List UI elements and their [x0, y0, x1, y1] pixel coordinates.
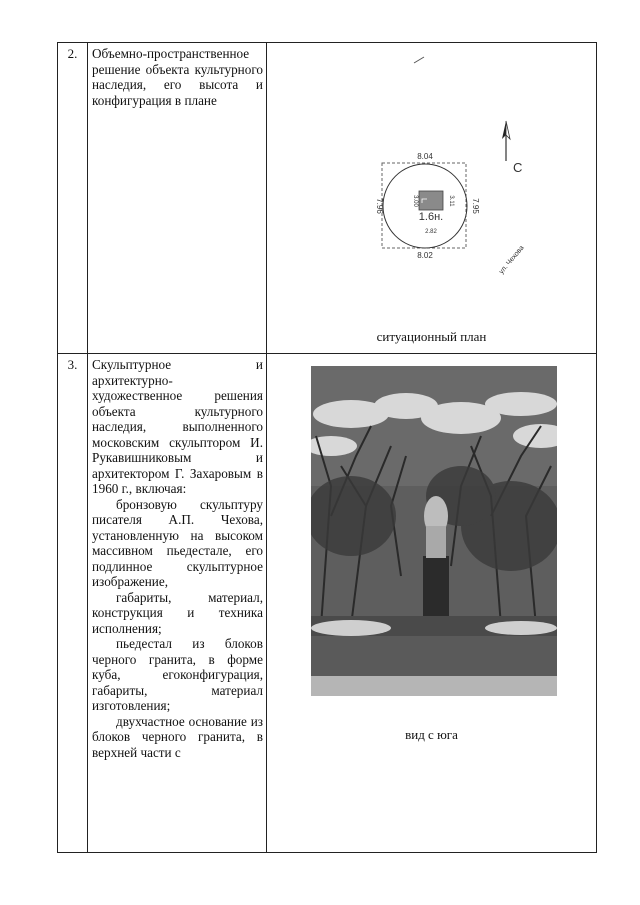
top-dimension: 8.04: [417, 152, 433, 161]
row-description: [88, 43, 267, 354]
plan-cell: [267, 43, 597, 354]
description-paragraph: бронзовую скульптуру писателя А.П. Чехова, установленную на высоком массивном пьедестале, его подлинное скульптурное изображение,: [92, 496, 263, 589]
right-dimension: 7.95: [471, 198, 480, 214]
stray-mark: [414, 57, 424, 63]
photo-cell: [267, 354, 597, 853]
row-number: 2.: [58, 43, 88, 354]
description-paragraph: Скульптурное и архитектурно-художественное решения объекта культурного наследия, выполненного московским скульптором И. Рукавишниковым и архитектором Г. Захаровым в 1960 г., включая:: [92, 357, 263, 496]
description-text: [88, 354, 266, 760]
building-label: 1.6н.: [418, 211, 444, 223]
description-paragraph: двухчастное основание из блоков черного гранита, в верхней части с: [92, 713, 263, 760]
table-row: [58, 354, 597, 853]
street-label: ул. Чехова: [498, 244, 526, 276]
heritage-table: [57, 42, 597, 853]
description-paragraph: пьедестал из блоков черного гранита, в форме куба, егоконфигурация, габариты, материал изготовления;: [92, 636, 263, 713]
row-number: 3.: [58, 354, 88, 853]
north-label: С: [513, 160, 523, 175]
table-row: [58, 43, 597, 354]
inner-right-dimension: 3.11: [448, 195, 454, 207]
plan-caption: ситуационный план: [376, 329, 487, 344]
inner-bottom-dimension: 2.82: [425, 229, 437, 235]
photo-caption: вид с юга: [405, 727, 458, 742]
monument-footprint: [419, 191, 443, 210]
row-description: [88, 354, 267, 853]
left-dimension: 7.96: [375, 198, 384, 214]
monument-photo: [311, 366, 557, 696]
situation-plan: [267, 43, 597, 350]
north-arrow-icon: [502, 121, 510, 161]
description-text: Объемно-пространственное решение объекта культурного наследия, его высота и конфигурация в плане: [92, 46, 263, 108]
inner-left-dimension: 3.00: [412, 195, 418, 207]
description-paragraph: габариты, материал, конструкция и техника исполнения;: [92, 589, 263, 636]
bottom-dimension: 8.02: [417, 251, 433, 260]
